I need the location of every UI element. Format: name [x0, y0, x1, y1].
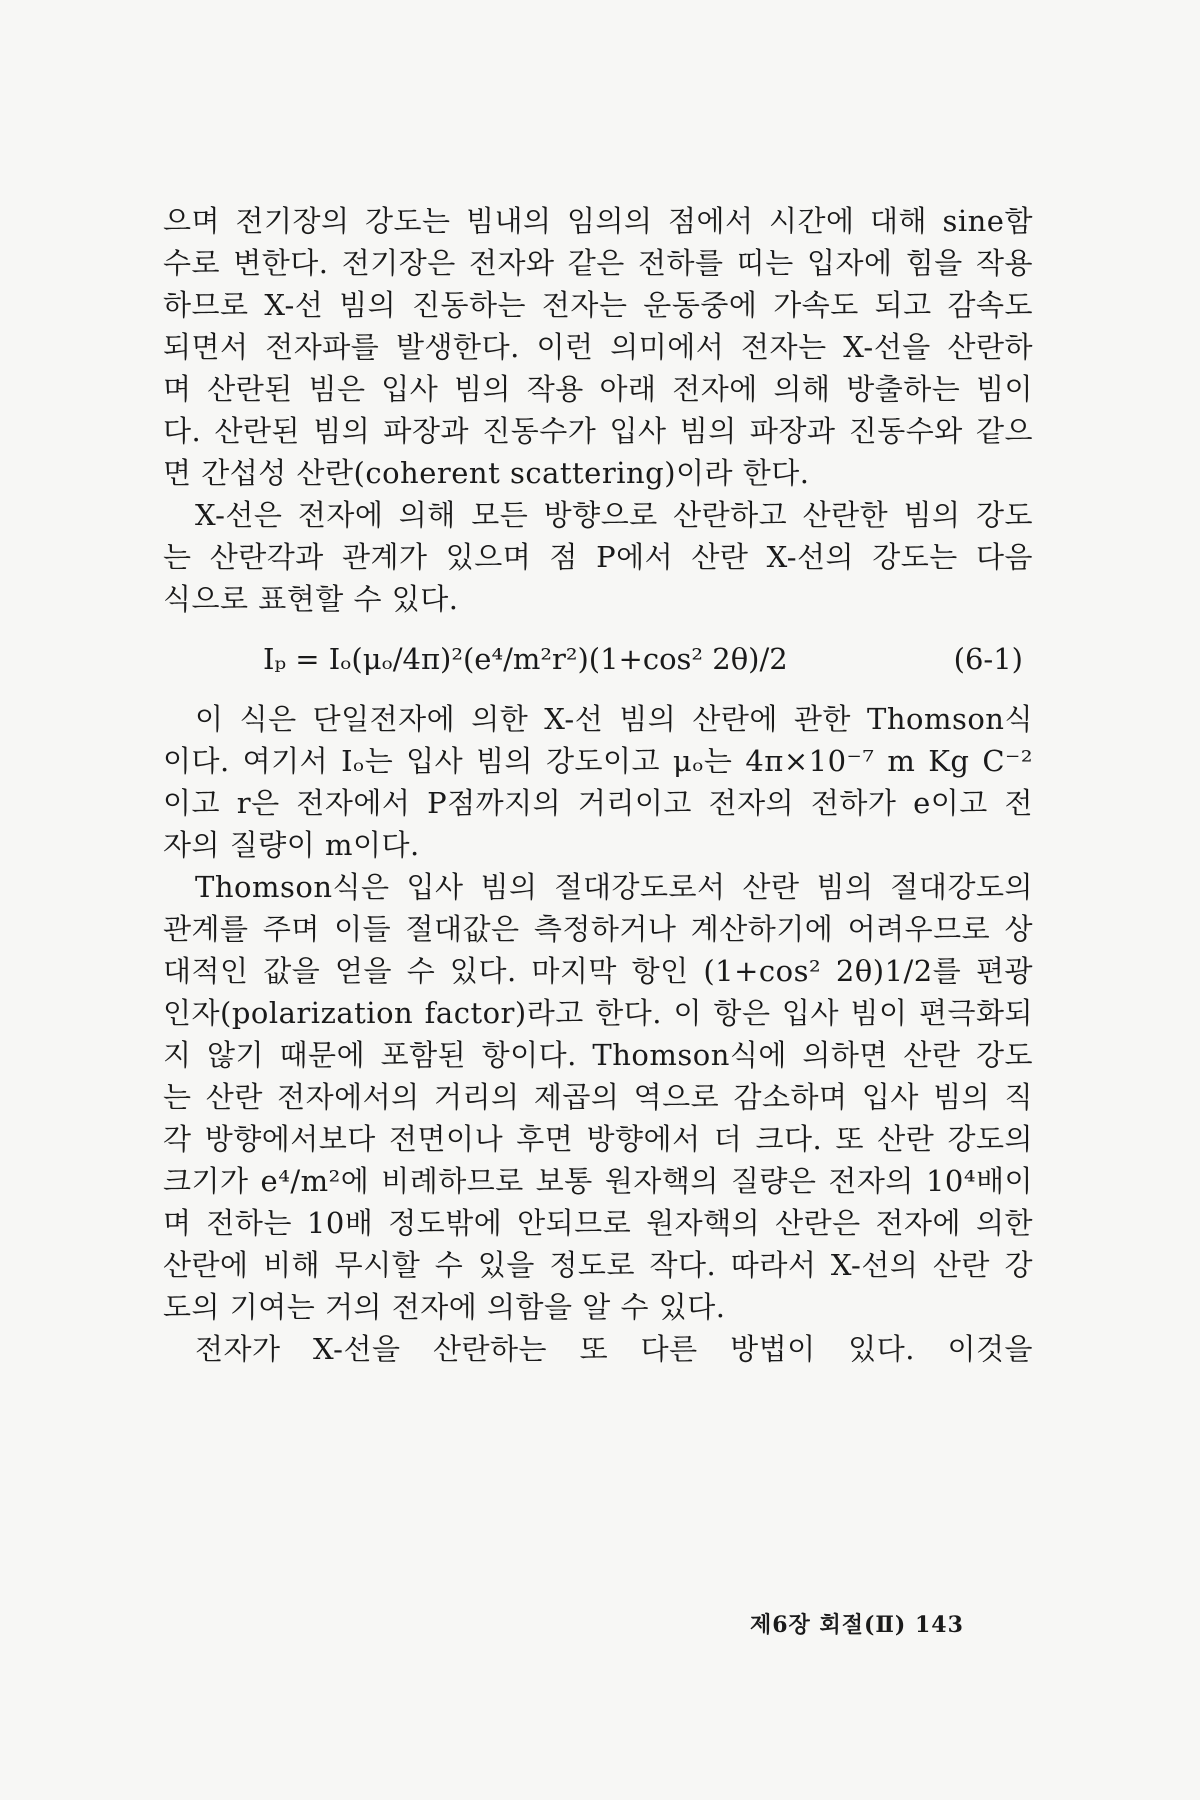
text-line: 전자가 X-선을 산란하는 또 다른 방법이 있다. 이것을 [195, 1332, 1033, 1366]
text-line: 각 방향에서보다 전면이나 후면 방향에서 더 크다. 또 산란 강도의 [163, 1122, 1033, 1156]
text-line: 다. 산란된 빔의 파장과 진동수가 입사 빔의 파장과 진동수와 같으 [163, 414, 1033, 448]
text-line: 으며 전기장의 강도는 빔내의 임의의 점에서 시간에 대해 sine함 [163, 204, 1033, 238]
text-line: 는 산란 전자에서의 거리의 제곱의 역으로 감소하며 입사 빔의 직 [163, 1080, 1033, 1114]
text-line: 되면서 전자파를 발생한다. 이런 의미에서 전자는 X-선을 산란하 [163, 330, 1033, 364]
text-line: 하므로 X-선 빔의 진동하는 전자는 운동중에 가속도 되고 감속도 [163, 288, 1033, 322]
text-line: 관계를 주며 이들 절대값은 측정하거나 계산하기에 어려우므로 상 [163, 912, 1033, 946]
paragraph-1 [163, 200, 1033, 494]
text-line: 며 산란된 빔은 입사 빔의 작용 아래 전자에 의해 방출하는 빔이 [163, 372, 1033, 406]
text-line: 이다. 여기서 Iₒ는 입사 빔의 강도이고 μₒ는 4π×10⁻⁷ m Kg C⁻² [163, 744, 1033, 778]
text-line: 도의 기여는 거의 전자에 의함을 알 수 있다. [163, 1290, 726, 1324]
paragraph-2 [163, 494, 1033, 620]
paragraph-4 [163, 866, 1033, 1328]
text-line: 인자(polarization factor)라고 한다. 이 항은 입사 빔이 편극화되 [163, 996, 1033, 1030]
equation-block [163, 624, 1033, 694]
text-line: 자의 질량이 m이다. [163, 828, 420, 862]
text-line: 이고 r은 전자에서 P점까지의 거리이고 전자의 전하가 e이고 전 [163, 786, 1033, 820]
paragraph-5 [163, 1328, 1033, 1370]
text-line: Thomson식은 입사 빔의 절대강도로서 산란 빔의 절대강도의 [195, 870, 1033, 904]
text-line: 수로 변한다. 전기장은 전자와 같은 전하를 띠는 입자에 힘을 작용 [163, 246, 1033, 280]
text-line: 며 전하는 10배 정도밖에 안되므로 원자핵의 산란은 전자에 의한 [163, 1206, 1033, 1240]
equation-formula: Iₚ = Iₒ(μₒ/4π)²(e⁴/m²r²)(1+cos² 2θ)/2 [263, 642, 788, 676]
body-text [163, 200, 1033, 1370]
page-footer: 제6장 회절(Ⅱ) 143 [750, 1612, 964, 1638]
text-line: 산란에 비해 무시할 수 있을 정도로 작다. 따라서 X-선의 산란 강 [163, 1248, 1033, 1282]
text-line: 이 식은 단일전자에 의한 X-선 빔의 산란에 관한 Thomson식 [195, 702, 1033, 736]
text-line: 면 간섭성 산란(coherent scattering)이라 한다. [163, 456, 810, 490]
text-line: 식으로 표현할 수 있다. [163, 582, 459, 616]
equation-number: (6-1) [953, 642, 1023, 676]
text-line: 지 않기 때문에 포함된 항이다. Thomson식에 의하면 산란 강도 [163, 1038, 1033, 1072]
paragraph-3 [163, 698, 1033, 866]
text-line: 크기가 e⁴/m²에 비례하므로 보통 원자핵의 질량은 전자의 10⁴배이 [163, 1164, 1033, 1198]
text-line: 대적인 값을 얻을 수 있다. 마지막 항인 (1+cos² 2θ)1/2를 편광 [163, 954, 1033, 988]
text-line: X-선은 전자에 의해 모든 방향으로 산란하고 산란한 빔의 강도 [195, 498, 1033, 532]
text-line: 는 산란각과 관계가 있으며 점 P에서 산란 X-선의 강도는 다음 [163, 540, 1033, 574]
